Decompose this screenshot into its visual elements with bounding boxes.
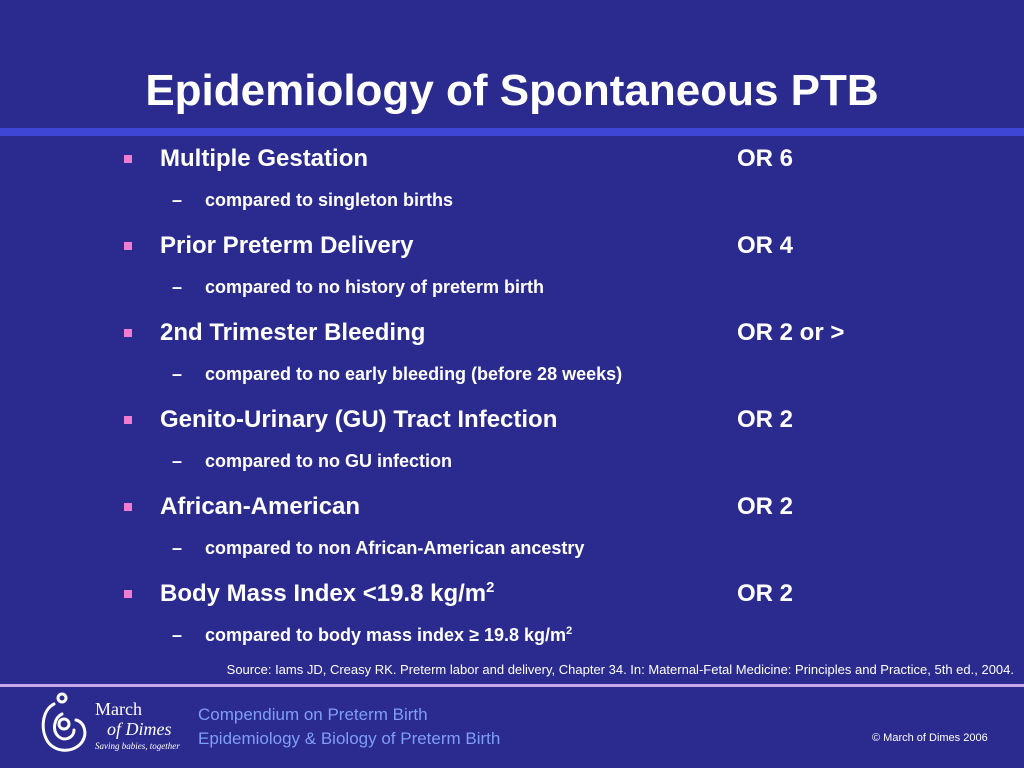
comparison-note: compared to singleton births (205, 190, 454, 210)
comparison-note: compared to no early bleeding (before 28 weeks) (205, 364, 623, 384)
odds-ratio: OR 6 (737, 145, 794, 172)
logo-line-1: March (95, 699, 142, 719)
risk-factor-label: African-American (160, 493, 361, 520)
logo-wordmark (95, 700, 180, 751)
risk-factor-label: Genito-Urinary (GU) Tract Infection (160, 406, 558, 433)
square-bullet-icon (124, 155, 132, 163)
footer-divider (0, 684, 1024, 687)
odds-ratio: OR 4 (737, 232, 794, 259)
odds-ratio: OR 2 or > (737, 319, 845, 346)
logo-tagline: Saving babies, together (95, 741, 180, 751)
title-divider (0, 128, 1024, 136)
odds-ratio: OR 2 (737, 580, 794, 607)
risk-factor-label: Multiple Gestation (160, 145, 369, 172)
square-bullet-icon (124, 590, 132, 598)
square-bullet-icon (124, 416, 132, 424)
comparison-note: compared to no history of preterm birth (205, 277, 545, 297)
comparison-note: compared to non African-American ancestry (205, 538, 585, 558)
risk-factor-label: Body Mass Index <19.8 $kg/m^2$ (160, 580, 495, 607)
odds-ratio: OR 2 (737, 406, 794, 433)
sub-dash: – (172, 538, 183, 558)
source-citation: Source: Iams JD, Creasy RK. Preterm labor and delivery, Chapter 34. In: Maternal-Fetal Medicine: Principles and Practice, 5th ed., 2004. (226, 662, 1014, 677)
square-bullet-icon (124, 329, 132, 337)
square-bullet-icon (124, 242, 132, 250)
comparison-note: compared to no GU infection (205, 451, 453, 471)
copyright-notice: © March of Dimes 2006 (872, 732, 988, 744)
sub-dash: – (172, 451, 183, 471)
sub-dash: – (172, 364, 183, 384)
logo-line-2: of Dimes (107, 719, 172, 739)
sub-dash: – (172, 190, 183, 210)
comparison-note: compared to body mass index ≥ 19.8 $kg/m^2$ (205, 625, 573, 645)
risk-factor-label: 2nd Trimester Bleeding (160, 319, 426, 346)
sub-dash: – (172, 277, 183, 297)
footer-subtitle: Epidemiology & Biology of Preterm Birth (198, 729, 501, 748)
square-bullet-icon (124, 503, 132, 511)
odds-ratio: OR 2 (737, 493, 794, 520)
footer-title: Compendium on Preterm Birth (198, 705, 428, 724)
sub-dash: – (172, 625, 183, 645)
risk-factor-label: Prior Preterm Delivery (160, 232, 414, 259)
slide-title: Epidemiology of Spontaneous PTB (145, 66, 879, 115)
